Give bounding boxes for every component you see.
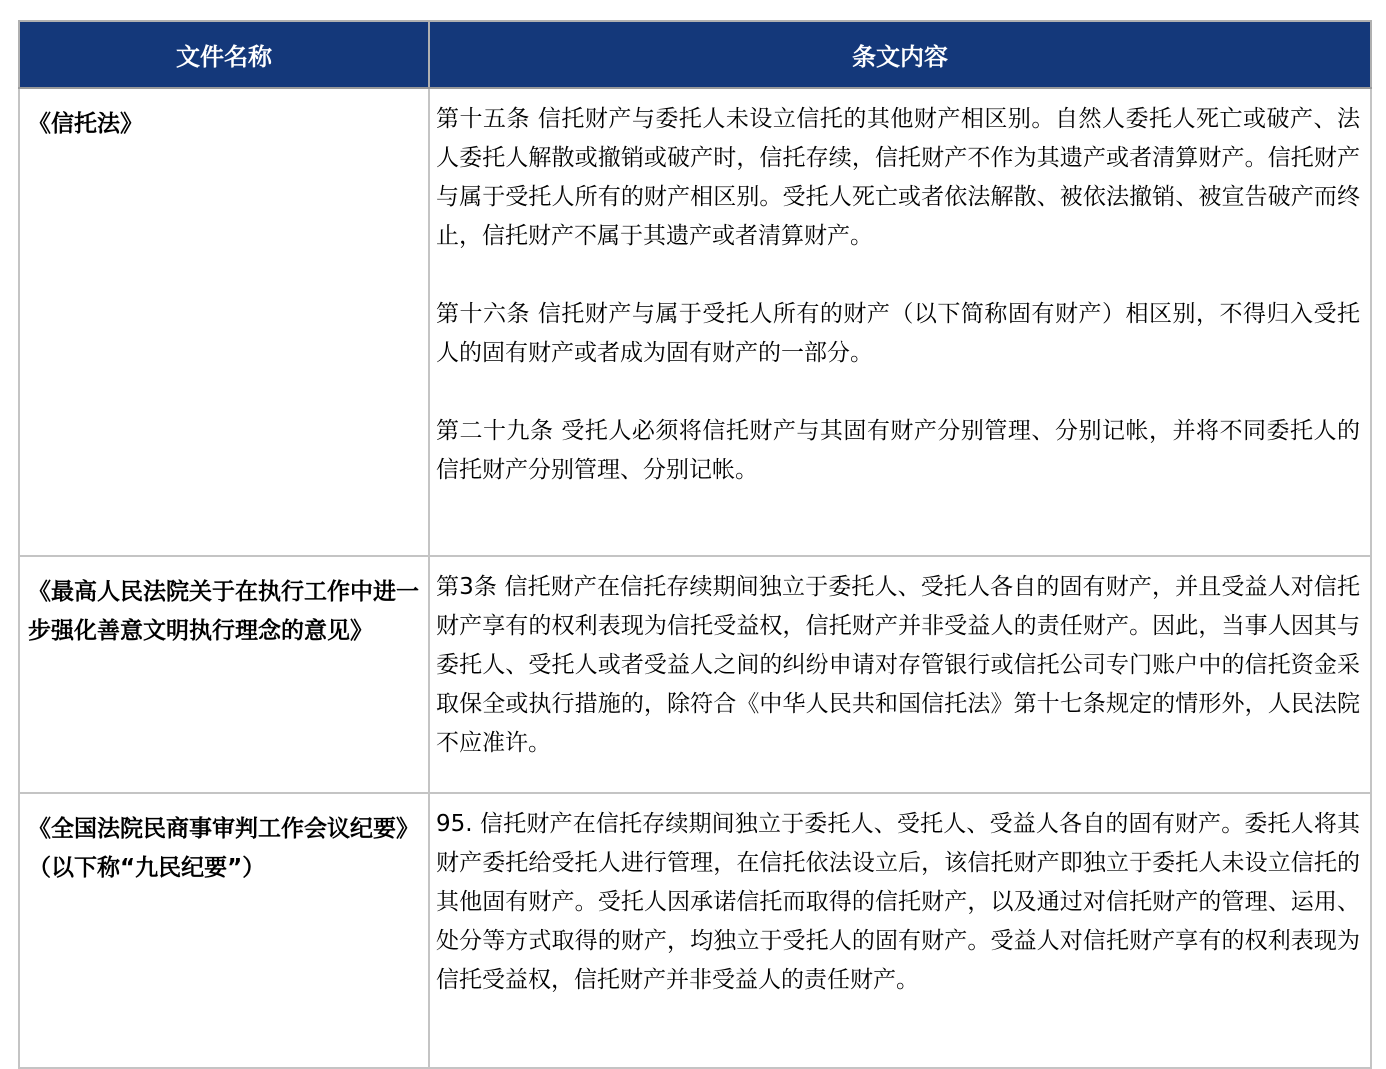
document-name: 《最高人民法院关于在执行工作中进一步强化善意文明执行理念的意见》 bbox=[19, 556, 429, 793]
article-paragraph: 第十五条 信托财产与委托人未设立信托的其他财产相区别。自然人委托人死亡或破产、法人委托人解散或撤销或破产时，信托存续，信托财产不作为其遗产或者清算财产。信托财产与属于受托人所有的财产相区别。受托人死亡或者依法解散、被依法撤销、被宣告破产而终止，信托财产不属于其遗产或者清算财产。 bbox=[436, 106, 1360, 249]
document-name: 《信托法》 bbox=[19, 88, 429, 556]
law-articles-table bbox=[18, 20, 1372, 1069]
article-paragraph: 第二十九条 受托人必须将信托财产与其固有财产分别管理、分别记帐，并将不同委托人的信托财产分别管理、分别记帐。 bbox=[436, 418, 1360, 483]
header-document-name: 文件名称 bbox=[19, 21, 429, 88]
header-article-content: 条文内容 bbox=[429, 21, 1371, 88]
table-row bbox=[19, 88, 1371, 556]
article-paragraph: 95. 信托财产在信托存续期间独立于委托人、受托人、受益人各自的固有财产。委托人将其财产委托给受托人进行管理，在信托依法设立后，该信托财产即独立于委托人未设立信托的其他固有财产。受托人因承诺信托而取得的信托财产，以及通过对信托财产的管理、运用、处分等方式取得的财产，均独立于受托人的固有财产。受益人对信托财产享有的权利表现为信托受益权，信托财产并非受益人的责任财产。 bbox=[436, 811, 1360, 993]
article-paragraph: 第3条 信托财产在信托存续期间独立于委托人、受托人各自的固有财产，并且受益人对信托财产享有的权利表现为信托受益权，信托财产并非受益人的责任财产。因此，当事人因其与委托人、受托人或者受益人之间的纠纷申请对存管银行或信托公司专门账户中的信托资金采取保全或执行措施的，除符合《中华人民共和国信托法》第十七条规定的情形外，人民法院不应准许。 bbox=[436, 574, 1360, 756]
article-content-cell bbox=[429, 793, 1371, 1068]
article-paragraph: 第十六条 信托财产与属于受托人所有的财产（以下简称固有财产）相区别，不得归入受托人的固有财产或者成为固有财产的一部分。 bbox=[436, 301, 1360, 366]
table-row bbox=[19, 793, 1371, 1068]
article-content-cell bbox=[429, 556, 1371, 793]
table-row bbox=[19, 556, 1371, 793]
document-name: 《全国法院民商事审判工作会议纪要》（以下称“九民纪要”） bbox=[19, 793, 429, 1068]
article-content-cell bbox=[429, 88, 1371, 556]
table-header-row bbox=[19, 21, 1371, 88]
